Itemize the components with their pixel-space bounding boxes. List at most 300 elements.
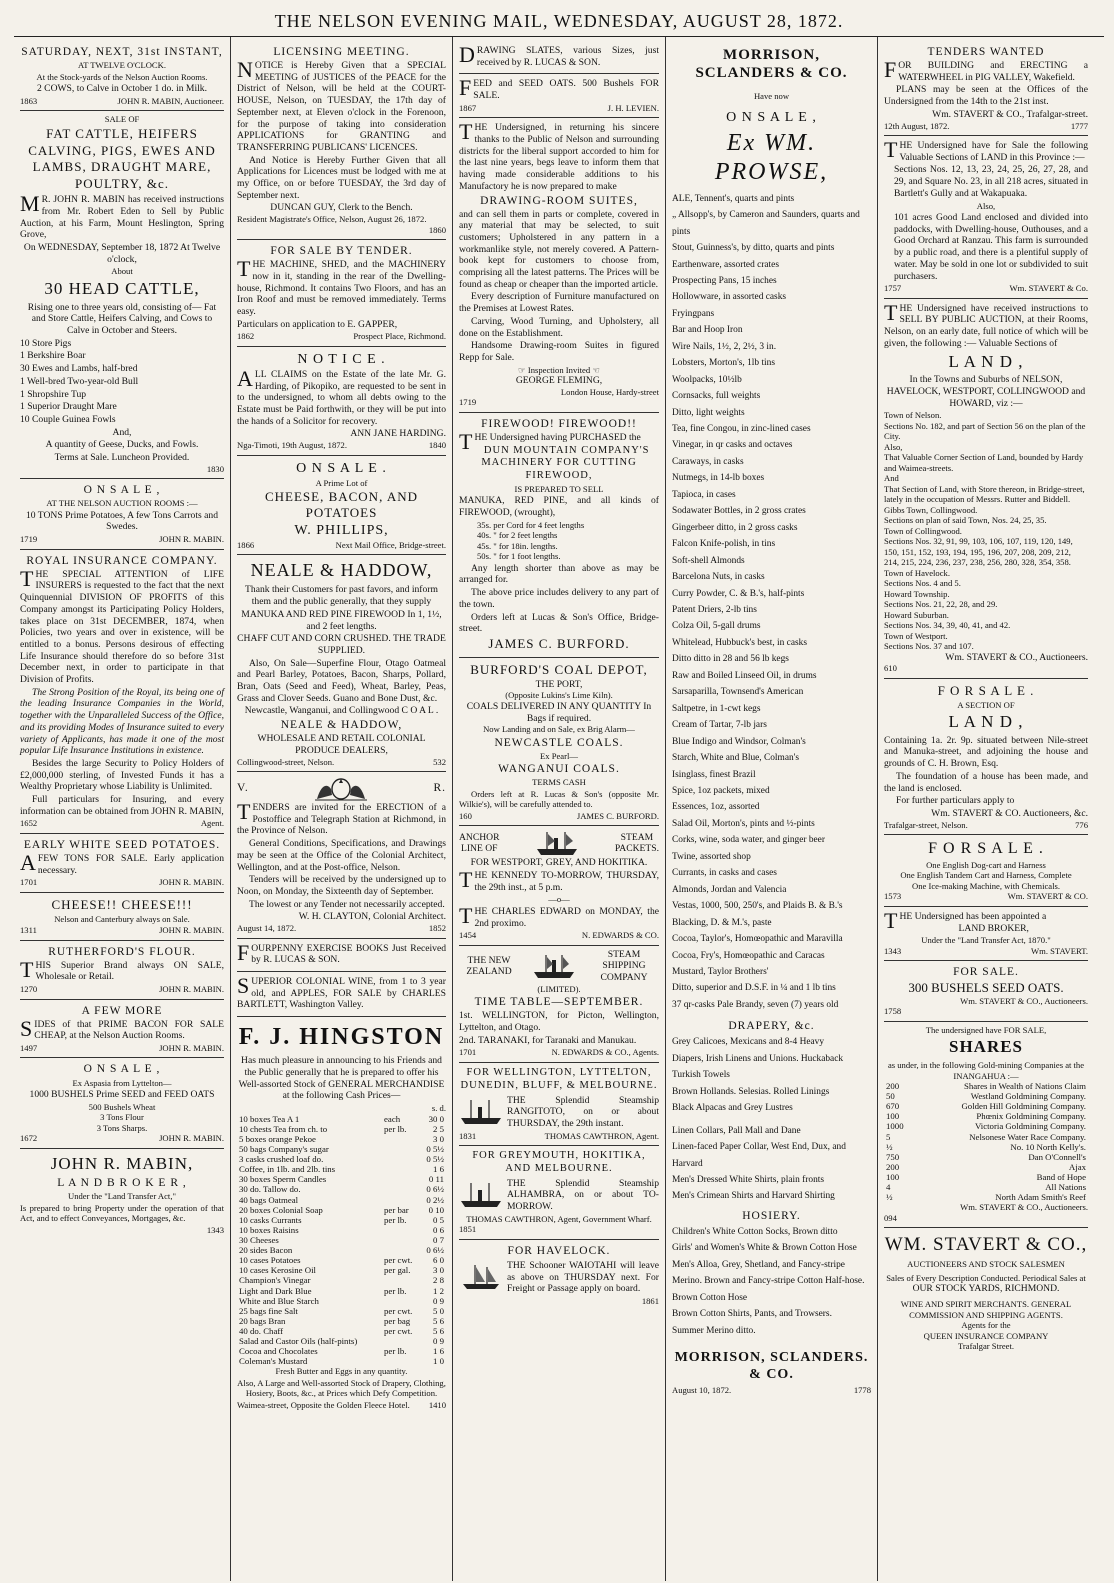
ad-signature: JAMES C. BURFORD. bbox=[488, 635, 630, 651]
table-cell bbox=[382, 1195, 420, 1205]
pointing-hand-icon: ☞ bbox=[517, 364, 526, 375]
ad-title: MORRISON, SCLANDERS & CO. bbox=[695, 47, 848, 82]
table-cell: ½ bbox=[886, 1192, 893, 1203]
table-cell: 0 5½ bbox=[426, 1154, 444, 1165]
list-item: Twine, assorted shop bbox=[672, 851, 751, 862]
table-cell: 4 bbox=[886, 1182, 891, 1193]
ad-text: Ex Pearl— bbox=[540, 750, 578, 761]
table-cell: per lb. bbox=[384, 1123, 407, 1134]
table-cell bbox=[382, 1134, 420, 1144]
ad-subtitle: AT TWELVE O'CLOCK. bbox=[77, 60, 167, 71]
list-item: Essences, 1oz, assorted bbox=[672, 802, 760, 813]
list-item: Falcon Knife-polish, in tins bbox=[672, 539, 776, 550]
ad-feed-oats bbox=[459, 74, 659, 118]
pointing-hand-icon: ☜ bbox=[592, 364, 601, 375]
table-cell bbox=[382, 1275, 420, 1285]
ad-text: Containing 1a. 2r. 9p. situated between Nile-street and Manuka-street, and adjoining the house and grounds of C. H. Brown, Esq. bbox=[884, 734, 1088, 770]
ad-text: THE Splendid Steamship ALHAMBRA, on or about TO-MORROW. bbox=[507, 1177, 659, 1213]
table-cell bbox=[382, 1225, 420, 1235]
table-row bbox=[237, 1215, 446, 1225]
ad-heading: DUN MOUNTAIN COMPANY'S MACHINERY FOR CUTTING FIREWOOD, bbox=[481, 444, 650, 482]
ad-text: s. d. bbox=[431, 1103, 446, 1114]
list-item: Men's Crimean Shirts and Harvard Shirting bbox=[672, 1191, 835, 1202]
table-cell bbox=[382, 1336, 420, 1346]
ad-text: The above price includes delivery to any part of the town. bbox=[459, 587, 659, 610]
ad-on-sale-potatoes bbox=[20, 479, 224, 549]
list-item: Blue Indigo and Windsor, Colman's bbox=[672, 736, 806, 747]
ad-title: F O R S A L E . bbox=[937, 682, 1035, 698]
ad-signature: THOMAS CAWTHRON, Agent. bbox=[544, 1130, 659, 1141]
steamship-icon bbox=[459, 1181, 503, 1209]
ad-text: 1000 BUSHELS Prime SEED and FEED OATS bbox=[29, 1088, 215, 1100]
list-item: 30 Ewes and Lambs, half-bred bbox=[20, 363, 138, 375]
table-cell: Golden Hill Goldmining Company. bbox=[961, 1101, 1086, 1112]
ad-sale-by-tender bbox=[237, 240, 446, 347]
list-item: Lobsters, Morton's, 1lb tins bbox=[672, 358, 775, 369]
ad-title: PACKETS. bbox=[614, 843, 659, 855]
table-row bbox=[884, 1081, 1088, 1091]
table-cell: 10 cases Kerosine Oil bbox=[239, 1265, 316, 1276]
ad-title: TENDERS WANTED bbox=[927, 46, 1045, 58]
ad-text: 101 acres Good Land enclosed and divided into paddocks, with Dwelling-house, Outhouses, and a Good Orchard at Ranzau. This farm is surrounded by a public road, and there is a plentiful supply of water. May be sold in one lot or subdivided to suit purchasers. bbox=[894, 212, 1088, 282]
table-cell: 10 boxes Raisins bbox=[239, 1224, 299, 1235]
ad-heading: 30 HEAD CATTLE, bbox=[44, 278, 200, 298]
list-item: Fryingpans bbox=[672, 308, 715, 319]
table-cell: ½ bbox=[886, 1141, 893, 1152]
masthead: THE NELSON EVENING MAIL, WEDNESDAY, AUGUST 28, 1872. bbox=[14, 6, 1104, 37]
ad-nz-steam-shipping bbox=[459, 946, 659, 1063]
table-cell: 3 casks crushed loaf do. bbox=[239, 1154, 324, 1165]
table-cell: 1 6 bbox=[433, 1164, 444, 1175]
table-row bbox=[237, 1326, 446, 1336]
table-cell bbox=[382, 1144, 420, 1154]
ad-title: ANCHOR bbox=[459, 831, 500, 843]
ad-number: 1652 bbox=[20, 818, 38, 829]
ad-text: And Notice is Hereby Further Given that all Applications for Licences must be lodged with me at my Office, on or before TUESDAY, the 3rd day of September next. bbox=[237, 154, 446, 201]
table-cell: per gal. bbox=[384, 1265, 411, 1276]
table-row bbox=[237, 1195, 446, 1205]
table-cell: 20 boxes Colonial Soap bbox=[239, 1204, 323, 1215]
list-item: Ditto, light weights bbox=[672, 407, 745, 418]
list-item: Sections Nos. 37 and 107. bbox=[884, 641, 974, 652]
list-item: Howard Township. bbox=[884, 588, 950, 599]
ad-shares bbox=[884, 1022, 1088, 1228]
ad-subtitle: Ex Aspasia from Lyttelton— bbox=[72, 1077, 172, 1088]
ad-saturday-sale bbox=[20, 41, 224, 111]
ad-number: 1497 bbox=[20, 1043, 38, 1053]
list-item: 37 qr-casks Pale Brandy, seven (7) years old bbox=[672, 999, 839, 1010]
ad-heading: Ex WM. PROWSE, bbox=[714, 130, 829, 186]
list-item: Caraways, in casks bbox=[672, 456, 744, 467]
list-item: Black Alpacas and Grey Lustres bbox=[672, 1103, 793, 1114]
ad-title: SHARES bbox=[948, 1037, 1024, 1057]
sections-list bbox=[884, 410, 1088, 651]
ad-text: Rising one to three years old, consisting of— Fat and Store Cattle, Heifers Calving, and Cows to Calve in October and Steers. bbox=[27, 301, 217, 337]
ad-text: PLANS may be seen at the Offices of the Undersigned from the 14th to the 21st inst. bbox=[884, 84, 1088, 108]
ad-text: DRAWING SLATES, various Sizes, just received by R. LUCAS & SON. bbox=[459, 42, 659, 68]
ad-title: R. bbox=[433, 782, 446, 795]
table-row bbox=[237, 1336, 446, 1346]
ad-signature: THOMAS CAWTHRON, Agent, Government Wharf. bbox=[466, 1213, 652, 1224]
ad-text: THE Undersigned, in returning his sincere thanks to the Public of Nelson and surrounding districts for the liberal support accorded to him for the last nine years, begs leave to inform them that having made considerable additions to his Manufactory he is now prepared to make bbox=[459, 119, 659, 192]
table-cell: 20 bags Bran bbox=[239, 1315, 286, 1326]
ad-text: TERMS CASH bbox=[532, 777, 586, 788]
ad-colonial-wine bbox=[237, 972, 446, 1017]
ad-text: MR. JOHN R. MABIN has received instructions from Mr. Robert Eden to Sell by Public Auction, at his Farm, Mount Heslington, Spring Grove, bbox=[20, 191, 224, 241]
ad-title: FIREWOOD! FIREWOOD!! bbox=[481, 417, 637, 430]
table-cell: 30 do. Tallow do. bbox=[239, 1184, 301, 1195]
ad-title: STEAM bbox=[620, 831, 654, 843]
ad-tenders-wanted bbox=[884, 41, 1088, 136]
inspection-invited bbox=[459, 365, 659, 375]
ad-burford-coal-depot bbox=[459, 658, 659, 826]
list-item: And, bbox=[112, 426, 132, 438]
list-item: Nutmegs, in 14-lb boxes bbox=[672, 473, 765, 484]
ad-text: Any length shorter than above as may be arranged for. bbox=[459, 562, 659, 586]
ad-title: EARLY WHITE SEED POTATOES. bbox=[23, 838, 221, 851]
list-item: Blacking, D. & M.'s, paste bbox=[672, 917, 772, 928]
ad-text: Nga-Timoti, 19th August, 1872. bbox=[237, 440, 347, 451]
table-cell bbox=[382, 1235, 420, 1245]
list-item: Vestas, 1000, 500, 250's, and Plaids B. & B.'s bbox=[672, 901, 843, 912]
table-cell: 10 cases Potatoes bbox=[239, 1255, 301, 1266]
list-item: And bbox=[884, 473, 899, 484]
ad-flour bbox=[20, 941, 224, 1000]
ad-text: Tenders will be received by the undersigned up to Noon, on Monday, the Sixteenth day of September. bbox=[237, 874, 446, 897]
ad-number: 1719 bbox=[20, 534, 38, 545]
ad-subtitle: SALE OF bbox=[104, 114, 140, 125]
table-cell: 100 bbox=[886, 1111, 900, 1122]
ad-text: as under, in the following Gold-mining Companies at the INANGAHUA :— bbox=[887, 1060, 1085, 1081]
ad-subtitle: IS PREPARED TO SELL bbox=[514, 483, 604, 494]
table-cell: 0 10 bbox=[428, 1204, 444, 1215]
ad-number: 1343 bbox=[206, 1224, 224, 1235]
table-row bbox=[237, 1205, 446, 1215]
ad-cheese bbox=[20, 893, 224, 941]
table-row bbox=[237, 1296, 446, 1306]
table-cell: 0 7 bbox=[433, 1234, 444, 1245]
table-row bbox=[237, 1255, 446, 1265]
table-cell: per lb. bbox=[384, 1346, 407, 1357]
ad-number: 1719 bbox=[459, 397, 477, 408]
ad-number: 1830 bbox=[206, 463, 224, 474]
table-cell: North Adam Smith's Reef bbox=[995, 1192, 1086, 1203]
ad-title: FOR SALE BY TENDER. bbox=[270, 245, 413, 258]
list-item: That Section of Land, with Store thereon, in Bridge-street, lately in the occupation of Messrs. Rutter and Biddell. bbox=[884, 483, 1085, 505]
list-item: Sarsaparilla, Townsend's American bbox=[672, 687, 804, 698]
ad-vr-tenders bbox=[237, 772, 446, 939]
list-item: 10 Couple Guinea Fowls bbox=[20, 413, 116, 425]
ad-subtitle: A Prime Lot of bbox=[315, 477, 368, 488]
list-item: Sodawater Bottles, in 2 gross crates bbox=[672, 506, 806, 517]
list-item: Patent Driers, 2-lb tins bbox=[672, 605, 757, 616]
list-item: 500 Bushels Wheat bbox=[88, 1101, 156, 1112]
list-item: 10 Store Pigs bbox=[20, 337, 72, 349]
list-item: Tea, fine Congou, in zinc-lined cases bbox=[672, 424, 811, 435]
list-item: Mustard, Taylor Brothers' bbox=[672, 966, 769, 977]
list-item: Children's White Cotton Socks, Brown ditto bbox=[672, 1226, 838, 1237]
ad-title: FOR WELLINGTON, LYTTELTON, DUNEDIN, BLUFF, & MELBOURNE. bbox=[460, 1066, 658, 1091]
table-cell: 6 0 bbox=[433, 1255, 444, 1266]
ad-dog-cart bbox=[884, 835, 1088, 906]
ad-title: F O R S A L E . bbox=[928, 840, 1044, 858]
list-item: Turkish Towels bbox=[672, 1070, 730, 1081]
table-cell bbox=[382, 1164, 420, 1174]
ad-number: 160 bbox=[459, 810, 472, 821]
list-item: Also, bbox=[884, 441, 903, 452]
table-cell: No. 10 North Kelly's. bbox=[1010, 1141, 1086, 1152]
ad-text: On WEDNESDAY, September 18, 1872 At Twelve o'clock, bbox=[23, 242, 221, 265]
list-item: ALE, Tennent's, quarts and pints bbox=[672, 193, 795, 204]
table-cell: per lb. bbox=[384, 1214, 407, 1225]
ad-title: CHEESE!! CHEESE!!! bbox=[51, 896, 193, 912]
ad-title: O N S A L E . bbox=[296, 460, 387, 476]
table-cell: Dan O'Connell's bbox=[1028, 1151, 1086, 1162]
table-row bbox=[884, 1132, 1088, 1142]
ad-text: WHOLESALE AND RETAIL COLONIAL PRODUCE DEALERS, bbox=[257, 733, 426, 756]
ad-text: THE Undersigned have received instructions to SELL BY PUBLIC AUCTION, at their Rooms, Nelson, on an early date, full notice of which will be given, the following :— Valuable Sections of bbox=[884, 299, 1088, 349]
list-item: Salad Oil, Morton's, pints and ½-pints bbox=[672, 818, 815, 829]
list-item: One English Dog-cart and Harness bbox=[926, 859, 1046, 870]
ad-signature: JOHN R. MABIN. bbox=[159, 984, 224, 995]
ad-morrison-sclanders bbox=[672, 41, 871, 1400]
list-item: Sections Nos. 21, 22, 28, and 29. bbox=[884, 599, 998, 610]
list-item: 3 Tons Flour bbox=[100, 1112, 144, 1123]
list-item: Colza Oil, 5-gall drums bbox=[672, 621, 761, 632]
ad-text: FOR BUILDING and ERECTING a WATERWHEEL in PIG VALLEY, Wakefield. bbox=[884, 57, 1088, 83]
ad-number: 1701 bbox=[20, 877, 38, 888]
table-cell: 50 bbox=[886, 1091, 895, 1102]
list-item: Starch, White and Blue, Colman's bbox=[672, 753, 800, 764]
ad-number: 1270 bbox=[20, 984, 38, 995]
list-item: Soft-shell Almonds bbox=[672, 555, 745, 566]
table-cell: Salad and Castor Oils (half-pints) bbox=[239, 1336, 358, 1347]
ad-signature: Wm. STAVERT & Co. bbox=[1009, 283, 1088, 294]
ad-title: FOR HAVELOCK. bbox=[507, 1244, 611, 1257]
ad-text: Under the "Land Transfer Act," bbox=[68, 1191, 176, 1202]
table-row bbox=[237, 1316, 446, 1326]
list-item: Men's Dressed White Shirts, plain fronts bbox=[672, 1174, 825, 1185]
list-item: 50s. " for 1 foot lengths. bbox=[477, 551, 561, 562]
ad-text: 2 COWS, to Calve in October 1 do. in Milk. bbox=[36, 82, 207, 94]
list-item: Summer Merino ditto. bbox=[672, 1325, 756, 1336]
ad-signature: DUNCAN GUY, Clerk to the Bench. bbox=[270, 202, 413, 214]
ad-signature: N. EDWARDS & CO., Agents. bbox=[551, 1047, 659, 1058]
ad-text: (Opposite Lukins's Lime Kiln). bbox=[505, 690, 613, 701]
ad-text: 2nd. TARANAKI, for Taranaki and Manukau. bbox=[459, 1034, 637, 1046]
ad-text: August 14, 1872. bbox=[237, 923, 297, 934]
ad-number: 1757 bbox=[884, 283, 902, 294]
ad-title: LINE OF bbox=[461, 843, 498, 855]
ad-subtitle: AT THE NELSON AUCTION ROOMS :— bbox=[46, 498, 198, 509]
ad-number: 1758 bbox=[884, 1006, 902, 1017]
table-row bbox=[884, 1172, 1088, 1182]
ad-title: FOR SALE. bbox=[953, 966, 1019, 979]
table-cell: 750 bbox=[886, 1151, 900, 1162]
ad-text: THE CHARLES EDWARD on MONDAY, the 2nd proximo. bbox=[459, 902, 659, 929]
table-cell: 200 bbox=[886, 1081, 900, 1092]
list-item: Raw and Boiled Linseed Oil, in drums bbox=[672, 670, 817, 681]
table-cell: 0 9 bbox=[433, 1336, 444, 1347]
ad-text: WINE AND SPIRIT MERCHANTS. GENERAL COMMISSION AND SHIPPING AGENTS. bbox=[900, 1299, 1072, 1320]
list-item: Sections Nos. 4 and 5. bbox=[884, 578, 961, 589]
ad-text: Terms at Sale. Luncheon Provided. bbox=[54, 452, 190, 464]
ad-heading: W. PHILLIPS, bbox=[294, 522, 389, 538]
table-row bbox=[237, 1174, 446, 1184]
ad-text: Carving, Wood Turning, and Upholstery, all done on the Establishment. bbox=[459, 315, 659, 339]
table-cell: 100 bbox=[886, 1172, 900, 1183]
table-cell bbox=[382, 1154, 420, 1164]
table-row bbox=[884, 1162, 1088, 1172]
list-item: Currants, in casks and cases bbox=[672, 868, 777, 879]
list-item: Cocoa, Fry's, Homœopathic and Caracas bbox=[672, 950, 825, 961]
ad-firewood bbox=[459, 413, 659, 658]
list-item: Linen-faced Paper Collar, West End, Dux, and Harvard bbox=[672, 1142, 846, 1169]
ad-heading: LAND BROKER, bbox=[958, 923, 1029, 935]
ad-text: Have now bbox=[753, 90, 790, 101]
ad-phillips bbox=[237, 456, 446, 556]
columns bbox=[14, 37, 1104, 1581]
table-cell: 3 0 bbox=[433, 1265, 444, 1276]
ad-text: Sections Nos. 12, 13, 23, 24, 25, 26, 27, 28, and 29, and Square No. 23, in all 218 acres, situated in Bartlett's Gully and at Wakapuaka. bbox=[894, 164, 1088, 199]
ad-text: The lowest or any Tender not necessarily accepted. bbox=[249, 898, 445, 910]
table-row bbox=[884, 1152, 1088, 1162]
ad-public-auction bbox=[884, 299, 1088, 679]
list-item: Cream of Tartar, 7-lb jars bbox=[672, 720, 767, 731]
list-item: Sections No. 182, and part of Section 56 on the plan of the City. bbox=[884, 420, 1086, 442]
ad-text: Resident Magistrate's Office, Nelson, August 26, 1872. bbox=[237, 214, 427, 225]
ad-title: STEAM SHIPPING COMPANY bbox=[600, 948, 648, 984]
table-cell: 5 0 bbox=[433, 1305, 444, 1316]
table-cell: 40 do. Chaff bbox=[239, 1325, 284, 1336]
table-row bbox=[237, 1306, 446, 1316]
ad-number: 1343 bbox=[884, 945, 902, 956]
ad-text: THE KENNEDY TO-MORROW, THURSDAY, the 29th inst., at 5 p.m. bbox=[459, 866, 659, 893]
ad-number: 1573 bbox=[884, 891, 902, 902]
table-cell: 200 bbox=[886, 1161, 900, 1172]
ad-text: Inspection Invited bbox=[527, 364, 591, 375]
list-item: Corks, wine, soda water, and ginger beer bbox=[672, 835, 825, 846]
ad-text: THE Schooner WAIOTAHI will leave as above on THURSDAY next. For Freight or Passage apply on board. bbox=[507, 1259, 659, 1295]
ad-subtitle: A SECTION OF bbox=[957, 699, 1015, 710]
ad-text: Waimea-street, Opposite the Golden Fleece Hotel. bbox=[237, 1399, 410, 1410]
ad-subtitle: AUCTIONEERS AND STOCK SALESMEN bbox=[907, 1258, 1065, 1269]
ad-signature: J. H. LEVIEN. bbox=[607, 102, 659, 113]
column-3 bbox=[453, 37, 666, 1581]
list-item: Barcelona Nuts, in casks bbox=[672, 572, 765, 583]
column-1 bbox=[14, 37, 231, 1581]
ad-rangitoto bbox=[459, 1063, 659, 1146]
ad-text: THE Undersigned has been appointed a bbox=[884, 907, 1047, 933]
table-cell bbox=[382, 1245, 420, 1255]
list-item: Sections Nos. 34, 39, 40, 41, and 42. bbox=[884, 620, 1011, 631]
list-item: Isinglass, finest Brazil bbox=[672, 769, 756, 780]
ad-alhambra bbox=[459, 1146, 659, 1240]
royal-crest-icon bbox=[311, 775, 371, 801]
linen-list bbox=[672, 1123, 871, 1205]
ad-number: 1454 bbox=[459, 930, 477, 941]
ad-land-broker-stavert bbox=[884, 907, 1088, 961]
ad-number: 1831 bbox=[459, 1130, 477, 1141]
table-row bbox=[237, 1164, 446, 1174]
table-row bbox=[237, 1124, 446, 1134]
table-cell: All Nations bbox=[1045, 1182, 1086, 1193]
ad-section-for-sale bbox=[884, 679, 1088, 835]
table-cell: per cwt. bbox=[384, 1305, 413, 1316]
ad-number: 1862 bbox=[237, 331, 255, 342]
ad-signature: W. H. CLAYTON, Colonial Architect. bbox=[298, 911, 446, 923]
ad-text: General Conditions, Specifications, and Drawings may be seen at the Office of the Colonial Architect, Wellington, and at the Post-office, Nelson. bbox=[237, 838, 446, 873]
ad-number: 1840 bbox=[428, 440, 446, 451]
table-cell: per lb. bbox=[384, 1285, 407, 1296]
ad-text: Trafalgar Street. bbox=[957, 1341, 1014, 1352]
table-row bbox=[884, 1142, 1088, 1152]
steamship-icon bbox=[459, 1098, 503, 1126]
ad-drawing-slates bbox=[459, 41, 659, 74]
list-item: Stout, Guinness's, by ditto, quarts and pints bbox=[672, 243, 835, 254]
table-cell: 30 Cheeses bbox=[239, 1234, 279, 1245]
table-cell bbox=[382, 1174, 420, 1184]
table-cell: per bag bbox=[384, 1315, 411, 1326]
table-cell: 0 6½ bbox=[426, 1245, 444, 1256]
ad-hingston bbox=[237, 1017, 446, 1414]
table-row bbox=[884, 1101, 1088, 1111]
ad-number: 1860 bbox=[428, 224, 446, 235]
ad-text: FEED and SEED OATS. 500 Bushels FOR SALE. bbox=[459, 75, 659, 102]
ad-heading: DRAPERY, &c. bbox=[728, 1020, 815, 1033]
table-cell: Nelsonese Water Race Company. bbox=[969, 1131, 1086, 1142]
ad-text: Fresh Butter and Eggs in any quantity. bbox=[275, 1366, 408, 1377]
ad-signature: Agent. bbox=[200, 818, 224, 829]
list-item: 1 Berkshire Boar bbox=[20, 350, 86, 362]
shares-table bbox=[884, 1081, 1088, 1202]
ad-signature: JOHN R. MABIN, Auctioneer. bbox=[117, 95, 224, 106]
ad-signature: Wm. STAVERT & CO. Auctioneers, &c. bbox=[931, 808, 1088, 819]
list-item: Girls' and Women's White & Brown Cotton Hose bbox=[672, 1243, 857, 1254]
table-cell: 20 sides Bacon bbox=[239, 1245, 293, 1256]
list-item: Sections Nos. 32, 91, 99, 103, 106, 107, 119, 120, 149, 150, 151, 152, 193, 194, 195, 196, 207, 208, 209, 212, 214, 215, 224, 236, 237, 238, 256, 280, 328, 354, 358. bbox=[884, 536, 1073, 568]
table-cell: 3 0 bbox=[433, 1133, 444, 1144]
ad-signature: N. EDWARDS & CO. bbox=[581, 930, 659, 941]
ad-havelock bbox=[459, 1240, 659, 1311]
ad-text: 1st. WELLINGTON, for Picton, Wellington, Lyttelton, and Otago. bbox=[459, 1010, 659, 1034]
ad-title: WM. STAVERT & CO., bbox=[884, 1234, 1088, 1256]
list-item: 3 Tons Sharps. bbox=[96, 1122, 148, 1133]
table-cell: 0 6½ bbox=[426, 1184, 444, 1195]
list-item: Diapers, Irish Linens and Unions. Huckaback bbox=[672, 1053, 844, 1064]
ad-number: 1778 bbox=[853, 1385, 871, 1396]
table-row bbox=[237, 1225, 446, 1235]
list-item: Howard Suburban. bbox=[884, 609, 949, 620]
table-cell: 50 bags Company's sugar bbox=[239, 1143, 329, 1154]
ad-oats bbox=[20, 1058, 224, 1148]
ad-text: TENDERS are invited for the ERECTION of a Postoffice and Telegraph Station at Richmond, in the Province of Nelson. bbox=[237, 799, 446, 837]
ad-title: LICENSING MEETING. bbox=[273, 46, 410, 58]
ad-number: 1852 bbox=[428, 923, 446, 934]
table-row bbox=[884, 1091, 1088, 1101]
ad-signature: JOHN R. MABIN. bbox=[159, 877, 224, 888]
table-row bbox=[237, 1286, 446, 1296]
ad-text: Also, On Sale—Superfine Flour, Otago Oatmeal and Pearl Barley, Potatoes, Bacon, Sharps, Pollard, Bran, Oats (Seed and Feed), Wheat, Barley, Peas, Grass and Clover Seeds. Guano and Bone Dust, &c. bbox=[237, 657, 446, 704]
list-item: Almonds, Jordan and Valencia bbox=[672, 884, 787, 895]
ad-land-sale bbox=[884, 136, 1088, 299]
ad-heading: TIME TABLE—SEPTEMBER. bbox=[474, 996, 644, 1009]
ad-number: 1672 bbox=[20, 1133, 38, 1144]
ad-text: Trafalgar-street, Nelson. bbox=[884, 819, 968, 830]
ad-land-broker bbox=[20, 1149, 224, 1240]
ad-heading: FOR WESTPORT, GREY, AND HOKITIKA. bbox=[470, 857, 648, 869]
ad-text: THE Undersigned have for Sale the following Valuable Sections of LAND in this Province :— bbox=[884, 137, 1088, 163]
